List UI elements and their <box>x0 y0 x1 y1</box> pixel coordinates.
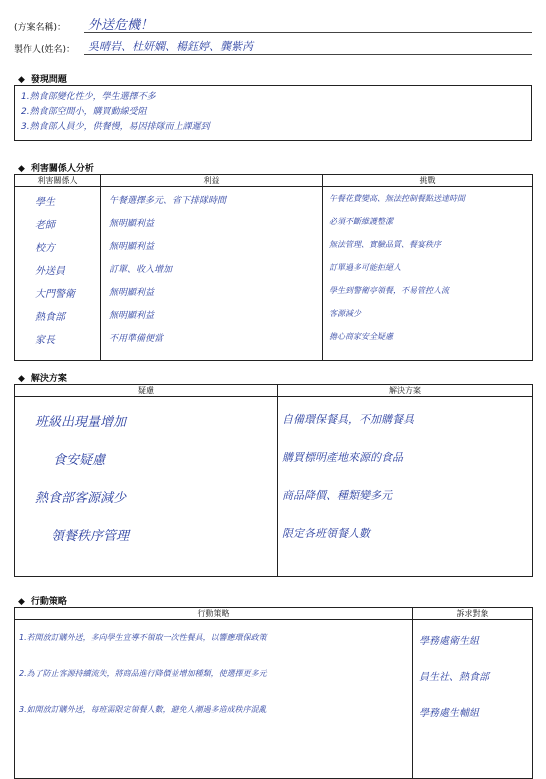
solution-table <box>14 384 533 577</box>
stakeholder-benefit: 無明顯利益 <box>109 219 155 229</box>
diamond-icon: ◆ <box>18 374 25 384</box>
stakeholder-challenge: 學生到警衛亭領餐，不易管控人流 <box>329 286 449 295</box>
proposal-underline <box>84 32 532 33</box>
challenge-cell <box>323 187 533 361</box>
author-value: 吳晴岩、杜妍嫻、楊鈺婷、龔紫芮 <box>88 40 253 53</box>
stakeholder-challenge: 無法管理、實驗品質、餐宴秩序 <box>329 240 441 249</box>
action-section-title: ◆ 行動策略 <box>18 597 67 607</box>
column-header: 疑慮 <box>15 385 278 397</box>
stakeholder-benefit: 午餐選擇多元、省下排隊時間 <box>109 196 227 206</box>
proposal-label: (方案名稱)： <box>14 23 67 33</box>
strategy-cell <box>15 620 413 779</box>
stakeholder-challenge: 必須不斷維護整潔 <box>329 217 393 226</box>
stakeholder-name: 老師 <box>35 220 55 231</box>
column-header: 行動策略 <box>15 608 413 620</box>
diamond-icon: ◆ <box>18 164 25 174</box>
column-header: 挑戰 <box>323 175 533 187</box>
answer-cell <box>278 397 533 577</box>
solution-section-title: ◆ 解決方案 <box>18 374 67 384</box>
stakeholder-name: 熱食部 <box>35 312 65 323</box>
table-body-row <box>15 187 533 361</box>
problem-item: 1.熱食部變化性少，學生選擇不多 <box>21 92 156 102</box>
benefit-cell <box>101 187 323 361</box>
strategy-item: 1.若開放訂購外送，多向學生宣導不領取一次性餐具，以響應環保政策 <box>19 633 267 642</box>
target-item: 學務處衛生組 <box>419 636 479 647</box>
target-item: 員生社、熱食部 <box>419 672 489 683</box>
problem-box <box>14 85 532 141</box>
problem-section-title: ◆ 發現問題 <box>18 75 67 85</box>
diamond-icon: ◆ <box>18 75 25 85</box>
answer-item: 自備環保餐具，不加購餐具 <box>282 413 414 426</box>
stakeholder-name: 學生 <box>35 197 55 208</box>
answer-item: 購買標明產地來源的食品 <box>282 451 403 464</box>
concern-item: 班級出現量增加 <box>35 415 127 430</box>
concern-item: 熱食部客源減少 <box>35 491 127 506</box>
target-item: 學務處生輔組 <box>419 708 479 719</box>
proposal-value: 外送危機！ <box>88 18 154 33</box>
table-header-row <box>15 608 533 620</box>
problem-item: 2.熱食部空間小，購買動線受阻 <box>21 107 147 117</box>
problem-item: 3.熱食部人員少，供餐慢，易因排隊而上課遲到 <box>21 122 210 132</box>
stakeholder-challenge: 客源減少 <box>329 309 361 318</box>
concern-cell <box>15 397 278 577</box>
stakeholder-name: 家長 <box>35 335 55 346</box>
strategy-item: 3.如開放訂購外送，每班需限定領餐人數，避免人潮過多造成秩序混亂 <box>19 705 267 714</box>
action-table <box>14 607 533 779</box>
strategy-item: 2.為了防止客源持續流失，將商品進行降價並增加種類，使選擇更多元 <box>19 669 267 678</box>
stakeholder-name: 大門警衛 <box>35 289 75 300</box>
stakeholder-benefit: 無明顯利益 <box>109 242 155 252</box>
table-body-row <box>15 397 533 577</box>
answer-item: 商品降價、種類變多元 <box>282 489 392 502</box>
stakeholder-name: 校方 <box>35 243 55 254</box>
table-header-row <box>15 175 533 187</box>
concern-item: 食安疑慮 <box>53 453 106 468</box>
stakeholder-benefit: 不用準備便當 <box>109 334 164 344</box>
target-cell <box>413 620 533 779</box>
stakeholder-name: 外送員 <box>35 266 65 277</box>
stakeholder-section-title: ◆ 利害關係人分析 <box>18 164 94 174</box>
answer-item: 限定各班領餐人數 <box>282 527 370 540</box>
stakeholder-benefit: 無明顯利益 <box>109 288 155 298</box>
column-header: 利益 <box>101 175 323 187</box>
stakeholder-challenge: 午餐花費變高、無法控制餐點送達時間 <box>329 194 465 203</box>
column-header: 利害關係人 <box>15 175 101 187</box>
stakeholder-challenge: 訂單過多可能拒絕人 <box>329 263 401 272</box>
stakeholder-benefit: 訂單、收入增加 <box>109 265 173 275</box>
diamond-icon: ◆ <box>18 597 25 607</box>
stakeholder-name-cell <box>15 187 101 361</box>
author-label: 製作人(姓名)： <box>14 45 76 55</box>
column-header: 解決方案 <box>278 385 533 397</box>
stakeholder-benefit: 無明顯利益 <box>109 311 155 321</box>
column-header: 訴求對象 <box>413 608 533 620</box>
table-body-row <box>15 620 533 779</box>
stakeholder-table <box>14 174 533 361</box>
table-header-row <box>15 385 533 397</box>
stakeholder-challenge: 擔心商家安全疑慮 <box>329 332 393 341</box>
author-underline <box>84 54 532 55</box>
concern-item: 領餐秩序管理 <box>51 529 130 544</box>
